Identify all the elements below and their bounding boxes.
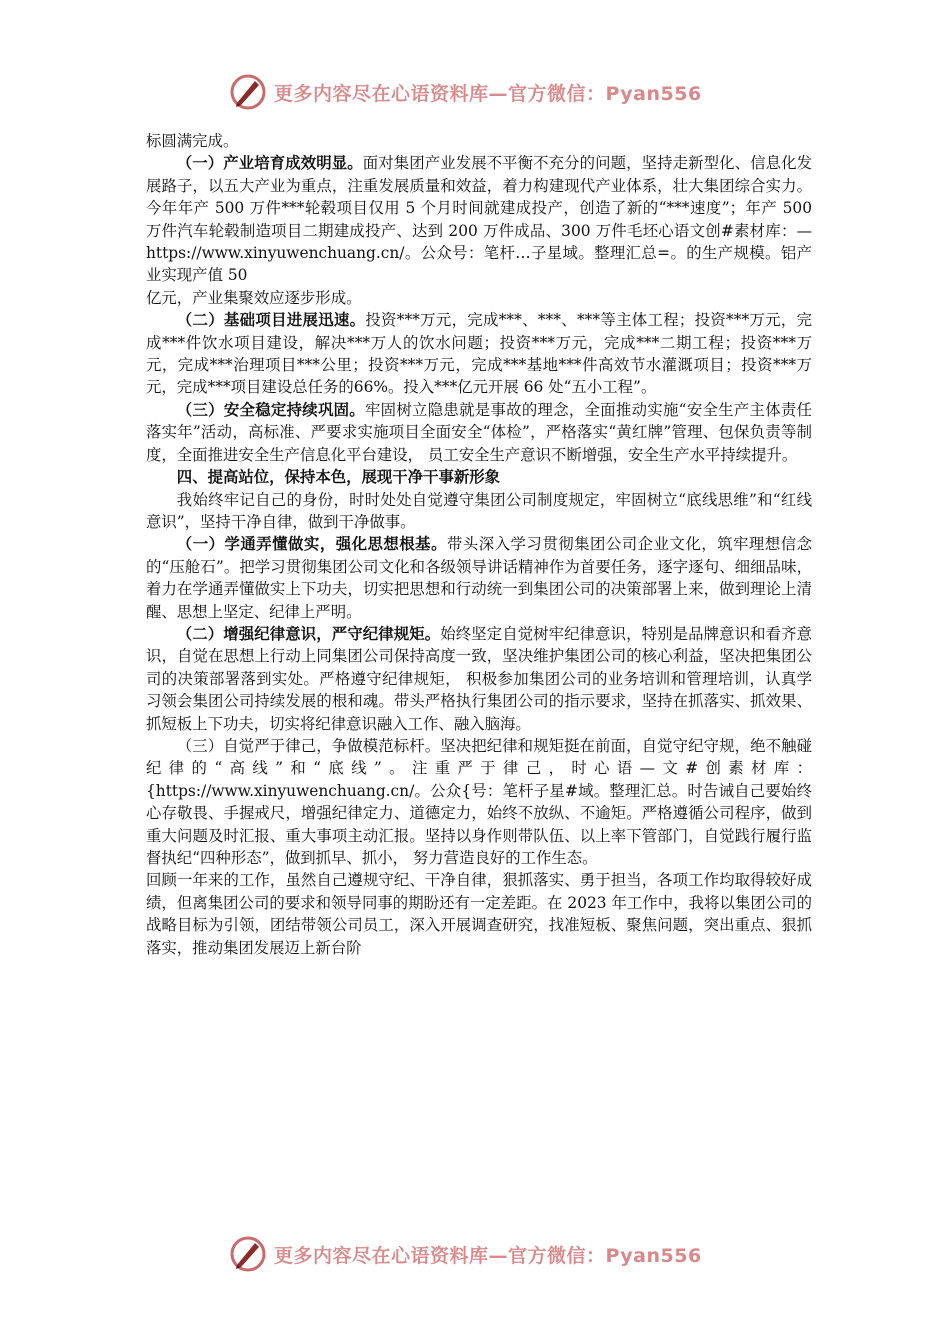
paragraph: （一）学通弄懂做实，强化思想根基。带头深入学习贯彻集团公司企业文化，筑牢理想信念的“压舱石”。把学习贯彻集团公司文化和各级领导讲话精神作为首要任务，逐字逐句、细细品味，着力在学通弄懂做实上下功夫，切实把思想和行动统一到集团公司的决策部署上来，做到理论上清醒、思想上坚定、纪律上严明。 <box>146 535 812 621</box>
banner-text: 更多内容尽在心语资料库—官方微信：Pyan556 <box>274 1244 702 1267</box>
pen-logo-icon <box>228 1234 268 1274</box>
banner-text: 更多内容尽在心语资料库—官方微信：Pyan556 <box>274 82 702 105</box>
paragraph: 回顾一年来的工作，虽然自己遵规守纪、干净自律，狠抓落实、勇于担当，各项工作均取得较好成绩，但离集团公司的要求和领导同事的期盼还有一定差距。在 2023 年工作中，我将以集团公司的战略目标为引领，团结带领公司员工，深入开展调查研究，找准短板、聚焦问题，突出重点、狠抓落实，推动集团发展迈上新台阶 <box>146 871 812 957</box>
paragraph: 标圆满完成。 <box>146 132 239 150</box>
paragraph: （三）自觉严于律己，争做模范标杆。坚决把纪律和规矩挺在前面，自觉守纪守规，绝不触碰纪律的“高线”和“底线”。注重严于律己，时心语—文#创素材库：{https://www.xinyuwenchuang.cn/。公众{号：笔杆子星#域。整理汇总。时告诫自己要始终心存敬畏、手握戒尺，增强纪律定力、道德定力，始终不放纵、不逾矩。严格遵循公司程序，做到重大问题及时汇报、重大事项主动汇报。坚持以身作则带队伍、以上率下管部门，自觉践行履行监督执纪“四种形态”，做到抓早、抓小， 努力营造良好的工作生态。 <box>146 736 812 867</box>
paragraph: 我始终牢记自己的身份，时时处处自觉遵守集团公司制度规定，牢固树立“底线思维”和“红线意识”，坚持干净自律，做到干净做事。 <box>146 490 812 531</box>
section-heading: 四、提高站位，保持本色，展现干净干事新形象 <box>176 468 501 487</box>
paragraph: （一）产业培育成效明显。面对集团产业发展不平衡不充分的问题，坚持走新型化、信息化发展路子，以五大产业为重点，注重发展质量和效益，着力构建现代产业体系，壮大集团综合实力。今年年产 500 万件***轮毂项目仅用 5 个月时间就建成投产，创造了新的“***速度”；年产 500 万件汽车轮毂制造项目二期建成投产、达到 200 万件成品、300 万件毛坯心语文创#素材库：—https://www.xinyuwenchuang.cn/。公众号：笔杆…子星域。整理汇总=。的生产规模。铝产业实现产值 50 <box>146 154 812 285</box>
paragraph: （二）基础项目进展迅速。投资***万元，完成***、***、***等主体工程；投资***万元，完成***件饮水项目建设，解决***万人的饮水问题；投资***万元，完成***二期工程；投资***万元，完成***治理项目***公里；投资***万元，完成***基地***件高效节水灌溉项目；投资***万元，完成***项目建设总任务的66%。投入***亿元开展 66 处“五小工程”。 <box>146 311 812 397</box>
paragraph: （二）增强纪律意识，严守纪律规矩。始终坚定自觉树牢纪律意识，特别是品牌意识和看齐意识，自觉在思想上行动上同集团公司保持高度一致，坚决维护集团公司的核心利益，坚决把集团公司的决策部署落到实处。严格遵守纪律规矩， 积极参加集团公司的业务培训和管理培训，认真学习领会集团公司持续发展的根和魂。带头严格执行集团公司的指示要求，坚持在抓落实、抓效果、抓短板上下功夫，切实将纪律意识融入工作、融入脑海。 <box>146 624 812 733</box>
header-watermark-banner <box>228 70 702 114</box>
pen-logo-icon <box>228 72 268 112</box>
footer-watermark-banner <box>228 1232 702 1276</box>
paragraph: （三）安全稳定持续巩固。牢固树立隐患就是事故的理念，全面推动实施“安全生产主体责任落实年”活动，高标准、严要求实施项目全面安全“体检”，严格落实“黄红牌”管理、包保负责等制度，全面推进安全生产信息化平台建设， 员工安全生产意识不断增强，安全生产水平持续提升。 <box>146 400 812 464</box>
document-body <box>146 130 812 959</box>
paragraph: 亿元，产业集聚效应逐步形成。 <box>146 288 362 307</box>
